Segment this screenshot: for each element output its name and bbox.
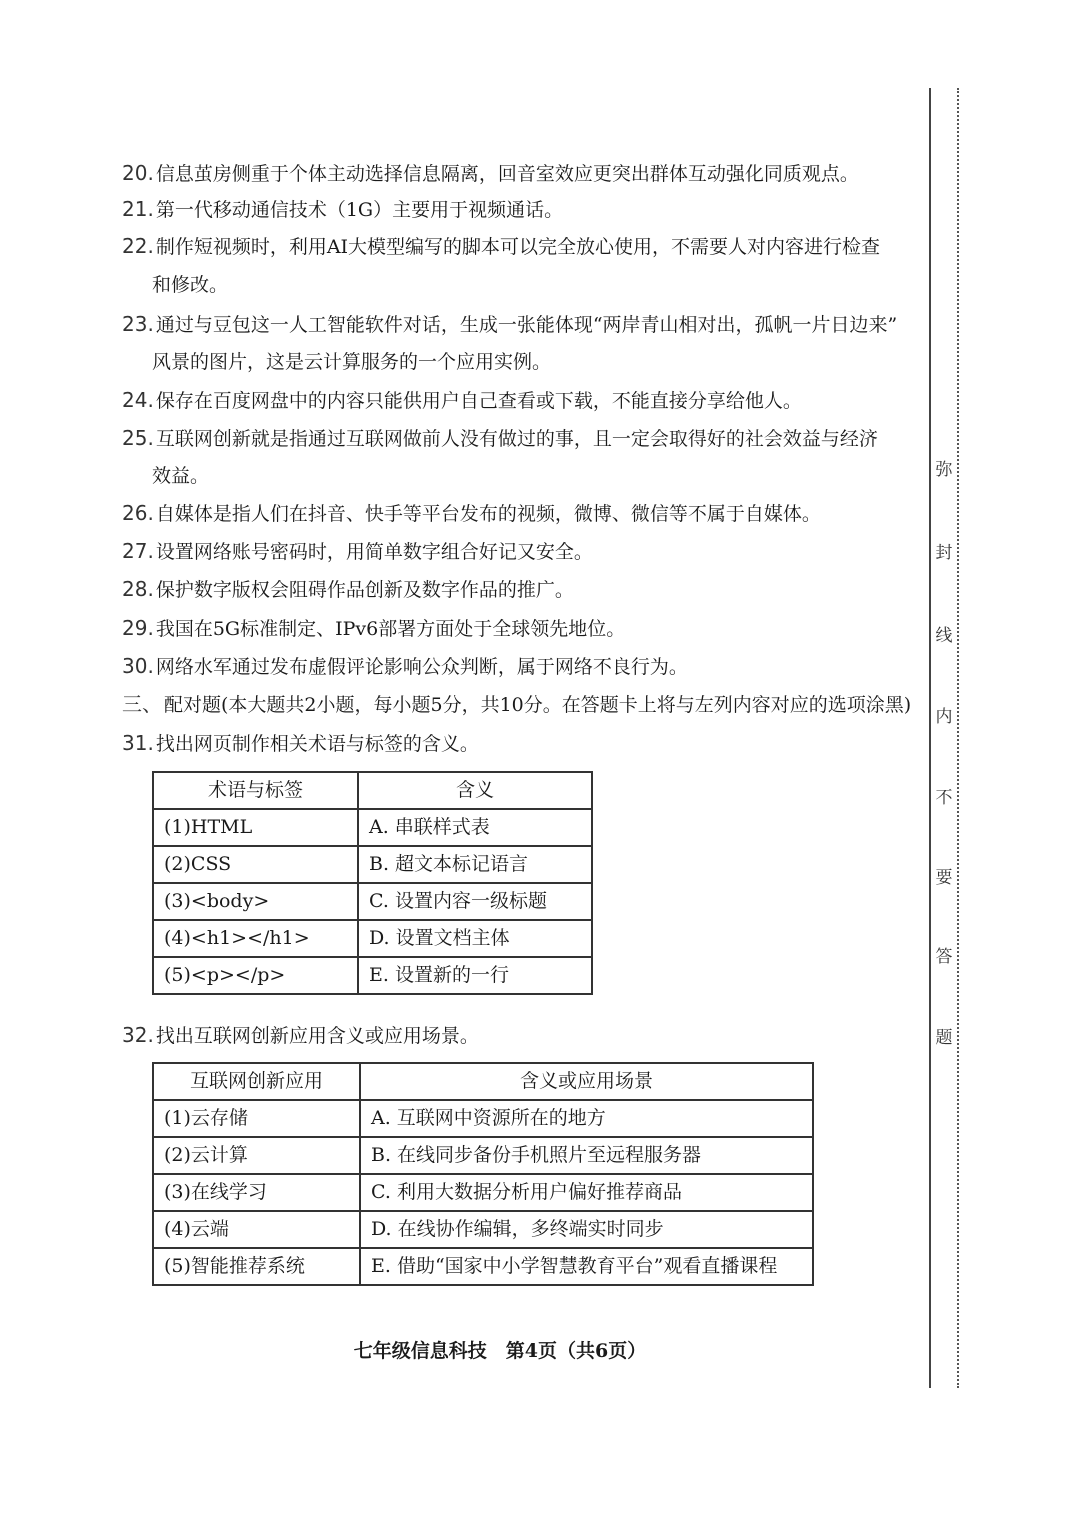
table-cell: A. 互联网中资源所在的地方 bbox=[360, 1100, 813, 1137]
table-cell: (4)<h1></h1> bbox=[153, 920, 358, 957]
page-footer: 七年级信息科技 第4页（共6页） bbox=[353, 1340, 647, 1362]
question-text: 互联网创新就是指通过互联网做前人没有做过的事，且一定会取得好的社会效益与经济 bbox=[155, 428, 878, 450]
question-text: 网络水军通过发布虚假评论影响公众判断，属于网络不良行为。 bbox=[155, 656, 688, 678]
question-number: 29. bbox=[122, 616, 154, 640]
question-29 bbox=[122, 615, 625, 642]
table-header: 术语与标签 bbox=[153, 772, 358, 809]
question-text: 自媒体是指人们在抖音、快手等平台发布的视频，微博、微信等不属于自媒体。 bbox=[155, 503, 821, 525]
table-cell: C. 设置内容一级标题 bbox=[358, 883, 592, 920]
question-number: 30. bbox=[122, 654, 154, 678]
table-cell: (5)<p></p> bbox=[153, 957, 358, 994]
table-header-row bbox=[153, 1063, 813, 1100]
question-number: 25. bbox=[122, 426, 154, 450]
question-text: 找出网页制作相关术语与标签的含义。 bbox=[155, 733, 479, 755]
table-header: 含义 bbox=[358, 772, 592, 809]
question-22 bbox=[122, 233, 880, 260]
seal-char: 线 bbox=[935, 626, 953, 646]
question-21 bbox=[122, 196, 563, 223]
table-header-row bbox=[153, 772, 592, 809]
question-text: 通过与豆包这一人工智能软件对话，生成一张能体现“两岸青山相对出，孤帆一片日边来” bbox=[155, 314, 898, 336]
question-number: 26. bbox=[122, 501, 154, 525]
table-cell: B. 在线同步备份手机照片至远程服务器 bbox=[360, 1137, 813, 1174]
question-23-continuation: 风景的图片，这是云计算服务的一个应用实例。 bbox=[152, 351, 552, 373]
table-cell: E. 设置新的一行 bbox=[358, 957, 592, 994]
question-number: 28. bbox=[122, 577, 154, 601]
table-row bbox=[153, 1137, 813, 1174]
question-24 bbox=[122, 387, 802, 414]
question-number: 20. bbox=[122, 161, 154, 185]
table-cell: (1)HTML bbox=[153, 809, 358, 846]
question-31 bbox=[122, 730, 479, 757]
section-3-heading bbox=[122, 691, 911, 718]
table-row bbox=[153, 809, 592, 846]
question-text: 找出互联网创新应用含义或应用场景。 bbox=[155, 1025, 479, 1047]
q31-matching-table bbox=[152, 771, 593, 995]
table-row bbox=[153, 1174, 813, 1211]
seal-char: 封 bbox=[935, 543, 953, 563]
table-cell: (3)<body> bbox=[153, 883, 358, 920]
question-30 bbox=[122, 653, 688, 680]
question-text: 制作短视频时，利用AI大模型编写的脚本可以完全放心使用，不需要人对内容进行检查 bbox=[155, 236, 881, 258]
question-text: 信息茧房侧重于个体主动选择信息隔离，回音室效应更突出群体互动强化同质观点。 bbox=[155, 163, 859, 185]
question-text: 保护数字版权会阻碍作品创新及数字作品的推广。 bbox=[155, 579, 574, 601]
seal-char: 要 bbox=[935, 868, 953, 888]
q32-matching-table bbox=[152, 1062, 814, 1286]
question-25 bbox=[122, 425, 878, 452]
table-row bbox=[153, 920, 592, 957]
question-20 bbox=[122, 160, 859, 187]
table-row bbox=[153, 883, 592, 920]
question-text: 第一代移动通信技术（1G）主要用于视频通话。 bbox=[155, 199, 564, 221]
table-cell: A. 串联样式表 bbox=[358, 809, 592, 846]
table-cell: (4)云端 bbox=[153, 1211, 360, 1248]
question-number: 21. bbox=[122, 197, 154, 221]
seal-dotted-line bbox=[957, 88, 959, 1388]
seal-char: 不 bbox=[935, 788, 953, 808]
table-cell: (1)云存储 bbox=[153, 1100, 360, 1137]
section-text: 配对题(本大题共2小题，每小题5分，共10分。在答题卡上将与左列内容对应的选项涂黑) bbox=[164, 694, 912, 716]
section-number: 三、 bbox=[122, 692, 162, 716]
seal-solid-line bbox=[929, 88, 931, 1388]
question-23 bbox=[122, 311, 897, 338]
question-number: 23. bbox=[122, 312, 154, 336]
table-cell: (2)云计算 bbox=[153, 1137, 360, 1174]
table-cell: (2)CSS bbox=[153, 846, 358, 883]
table-cell: D. 在线协作编辑，多终端实时同步 bbox=[360, 1211, 813, 1248]
question-27 bbox=[122, 538, 593, 565]
table-row bbox=[153, 846, 592, 883]
question-number: 27. bbox=[122, 539, 154, 563]
question-number: 32. bbox=[122, 1023, 154, 1047]
table-cell: (3)在线学习 bbox=[153, 1174, 360, 1211]
table-header: 互联网创新应用 bbox=[153, 1063, 360, 1100]
question-text: 我国在5G标准制定、IPv6部署方面处于全球领先地位。 bbox=[155, 618, 626, 640]
table-row bbox=[153, 957, 592, 994]
question-number: 31. bbox=[122, 731, 154, 755]
table-row bbox=[153, 1248, 813, 1285]
question-text: 保存在百度网盘中的内容只能供用户自己查看或下载，不能直接分享给他人。 bbox=[155, 390, 802, 412]
question-number: 24. bbox=[122, 388, 154, 412]
seal-char: 题 bbox=[935, 1028, 953, 1048]
table-cell: E. 借助“国家中小学智慧教育平台”观看直播课程 bbox=[360, 1248, 813, 1285]
seal-char: 弥 bbox=[935, 460, 953, 480]
question-22-continuation: 和修改。 bbox=[152, 274, 229, 296]
table-header: 含义或应用场景 bbox=[360, 1063, 813, 1100]
table-cell: D. 设置文档主体 bbox=[358, 920, 592, 957]
question-32 bbox=[122, 1022, 479, 1049]
table-row bbox=[153, 1211, 813, 1248]
question-28 bbox=[122, 576, 574, 603]
question-26 bbox=[122, 500, 821, 527]
table-cell: B. 超文本标记语言 bbox=[358, 846, 592, 883]
table-cell: C. 利用大数据分析用户偏好推荐商品 bbox=[360, 1174, 813, 1211]
question-25-continuation: 效益。 bbox=[152, 465, 210, 487]
seal-char: 答 bbox=[935, 947, 953, 967]
question-number: 22. bbox=[122, 234, 154, 258]
table-row bbox=[153, 1100, 813, 1137]
table-cell: (5)智能推荐系统 bbox=[153, 1248, 360, 1285]
question-text: 设置网络账号密码时，用简单数字组合好记又安全。 bbox=[155, 541, 593, 563]
seal-char: 内 bbox=[935, 707, 953, 727]
